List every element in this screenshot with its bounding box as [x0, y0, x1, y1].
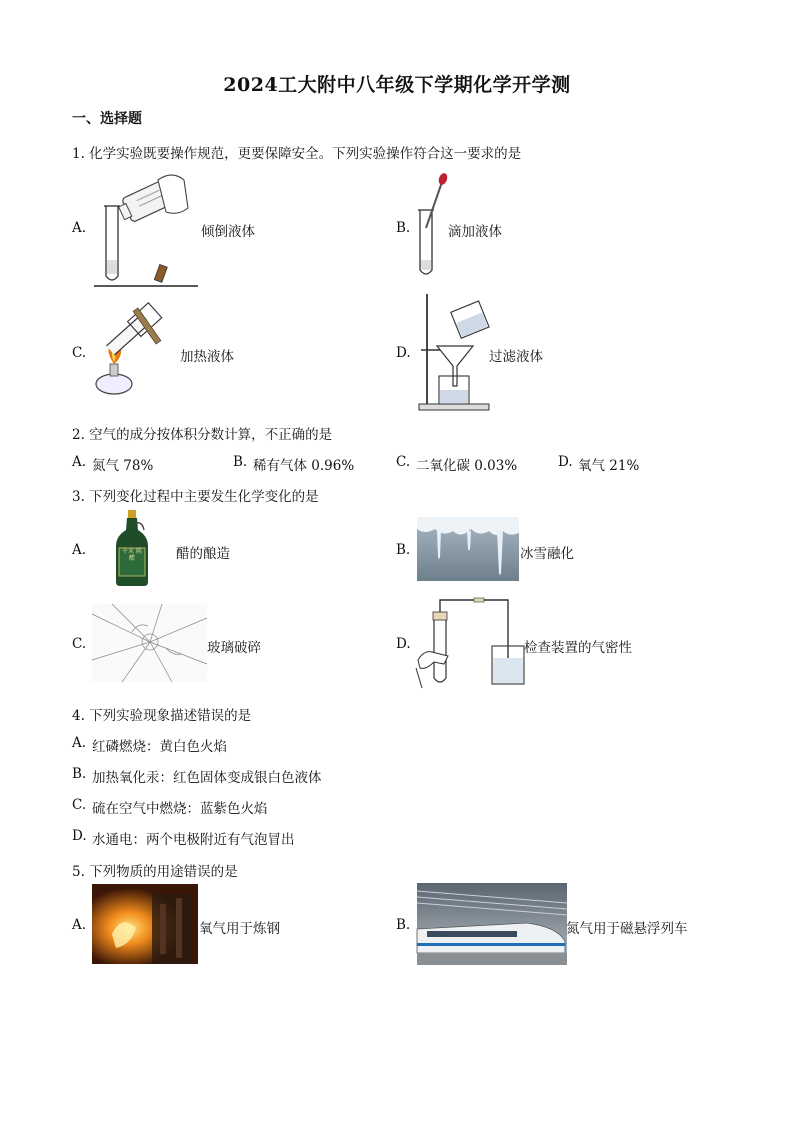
q1-option-b-letter: B. — [396, 220, 411, 236]
q4-option-c-label: 硫在空气中燃烧：蓝紫色火焰 — [92, 801, 268, 817]
q2-option-a-letter: A. — [72, 454, 87, 470]
q4-option-a-label: 红磷燃烧：黄白色火焰 — [92, 739, 227, 755]
question-4-stem: 4. 下列实验现象描述错误的是 — [72, 708, 252, 724]
q4-option-b-label: 加热氧化汞：红色固体变成银白色液体 — [92, 770, 322, 786]
melting-icicles-image — [417, 517, 519, 581]
q1-option-d-label: 过滤液体 — [489, 349, 543, 365]
q2-option-b-label: 稀有气体 0.96% — [253, 458, 355, 474]
question-1-stem: 1. 化学实验既要操作规范，更要保障安全。下列实验操作符合这一要求的是 — [72, 146, 522, 162]
q3-option-a-letter: A. — [72, 542, 87, 558]
question-5-stem: 5. 下列物质的用途错误的是 — [72, 864, 238, 880]
q1-option-b-label: 滴加液体 — [448, 224, 502, 240]
q2-option-c-label: 二氧化碳 0.03% — [416, 458, 518, 474]
section-heading: 一、选择题 — [72, 111, 142, 127]
q2-option-d-letter: D. — [558, 454, 573, 470]
airtightness-check-illustration — [414, 596, 526, 688]
q1-option-c-letter: C. — [72, 345, 87, 361]
q3-option-b-label: 冰雪融化 — [520, 546, 574, 562]
q1-option-a-label: 倾倒液体 — [201, 224, 255, 240]
q5-option-a-label: 氧气用于炼钢 — [199, 921, 280, 937]
q4-option-d-letter: D. — [72, 828, 87, 844]
q2-option-b-letter: B. — [233, 454, 248, 470]
q3-option-d-label: 检查装置的气密性 — [524, 640, 632, 656]
q1-option-a-letter: A. — [72, 220, 87, 236]
q4-option-c-letter: C. — [72, 797, 87, 813]
q4-option-a-letter: A. — [72, 735, 87, 751]
question-3-stem: 3. 下列变化过程中主要发生化学变化的是 — [72, 489, 319, 505]
q3-option-c-letter: C. — [72, 636, 87, 652]
q2-option-d-label: 氧气 21% — [578, 458, 640, 474]
q4-option-b-letter: B. — [72, 766, 87, 782]
dropping-liquid-illustration — [412, 172, 452, 282]
maglev-train-photo — [417, 883, 567, 965]
q2-option-c-letter: C. — [396, 454, 411, 470]
q1-option-d-letter: D. — [396, 345, 411, 361]
q5-option-a-letter: A. — [72, 917, 87, 933]
pouring-liquid-illustration — [92, 168, 202, 288]
q5-option-b-letter: B. — [396, 917, 411, 933]
steelmaking-photo — [92, 884, 198, 964]
q3-option-a-label: 醋的酿造 — [176, 546, 230, 562]
q3-option-d-letter: D. — [396, 636, 411, 652]
q1-option-c-label: 加热液体 — [180, 349, 234, 365]
broken-glass-image — [92, 604, 207, 682]
q5-option-b-label: 氮气用于磁悬浮列车 — [566, 921, 688, 937]
q3-option-c-label: 玻璃破碎 — [207, 640, 261, 656]
q2-option-a-label: 氮气 78% — [92, 458, 154, 474]
filtering-liquid-illustration — [415, 290, 495, 412]
question-2-stem: 2. 空气的成分按体积分数计算，不正确的是 — [72, 427, 333, 443]
heating-liquid-illustration — [88, 300, 178, 400]
vinegar-label-text: 千禾 陈醋 — [122, 548, 142, 562]
q4-option-d-label: 水通电：两个电极附近有气泡冒出 — [92, 832, 295, 848]
q3-option-b-letter: B. — [396, 542, 411, 558]
page-title: 2024工大附中八年级下学期化学开学测 — [223, 74, 571, 96]
